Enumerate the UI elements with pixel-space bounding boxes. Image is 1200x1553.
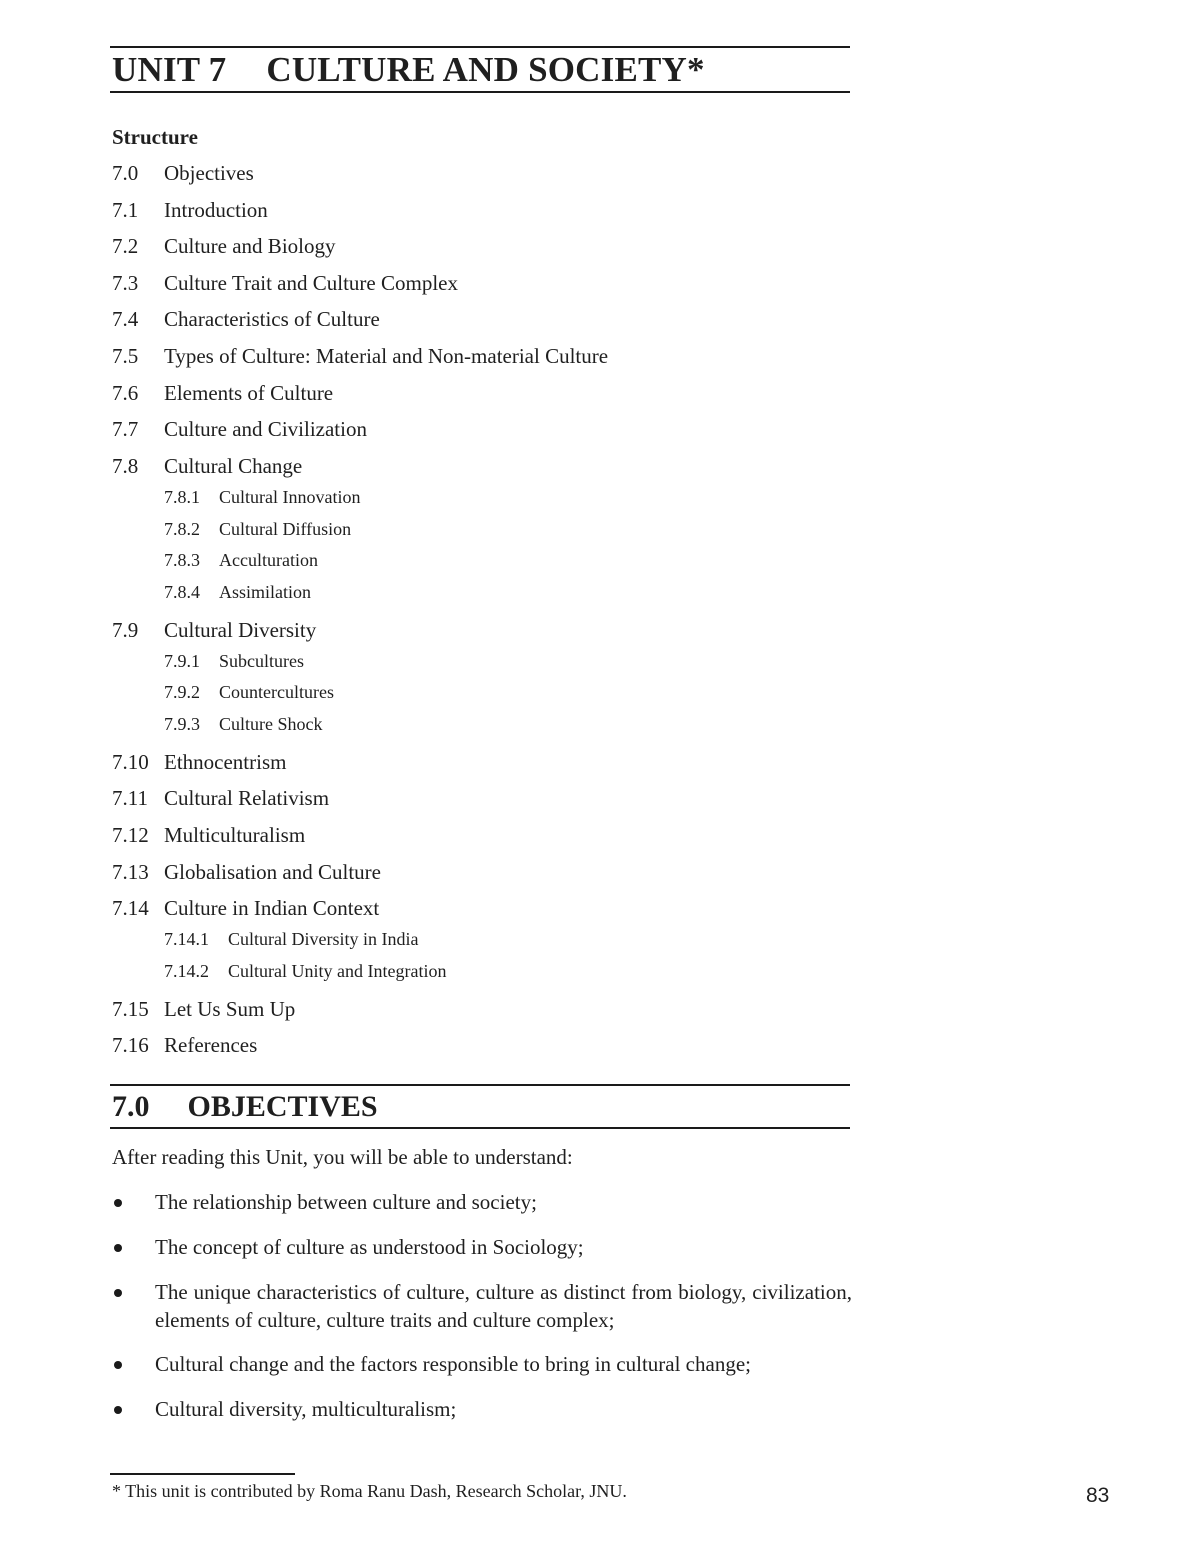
section-top-rule <box>110 1084 850 1086</box>
footnote: * This unit is contributed by Roma Ranu Dash, Research Scholar, JNU. <box>112 1481 627 1501</box>
toc-subitem <box>164 579 311 605</box>
title-underline <box>110 91 850 93</box>
toc-number: 7.0 <box>112 161 139 185</box>
toc-number: 7.4 <box>112 307 139 332</box>
objective-text: Cultural diversity, multiculturalism; <box>155 1397 457 1421</box>
footnote-rule <box>110 1473 295 1475</box>
toc-item <box>112 158 254 188</box>
toc-number: 7.12 <box>112 822 149 847</box>
unit-number: UNIT 7 <box>112 50 227 89</box>
page-number: 83 <box>1086 1484 1110 1507</box>
objective-item <box>112 1395 852 1423</box>
toc-label: Introduction <box>164 197 268 222</box>
section-heading: OBJECTIVES <box>187 1090 378 1123</box>
bullet-icon <box>114 1289 122 1297</box>
toc-number: 7.9 <box>112 617 139 642</box>
objective-item <box>112 1278 852 1334</box>
toc-item <box>112 304 380 334</box>
toc-number: 7.1 <box>112 197 139 222</box>
bullet-icon <box>114 1361 122 1369</box>
toc-item <box>112 195 268 225</box>
toc-label: Culture and Biology <box>164 234 336 259</box>
toc-label: References <box>164 1033 258 1058</box>
toc-label: Cultural Diffusion <box>219 518 352 539</box>
section-bottom-rule <box>110 1127 850 1129</box>
toc-label: Let Us Sum Up <box>164 996 296 1021</box>
toc-number: 7.14 <box>112 896 149 921</box>
toc-label: Countercultures <box>219 682 334 703</box>
toc-number: 7.8.1 <box>164 486 200 507</box>
bullet-icon <box>114 1244 122 1252</box>
toc-number: 7.8.3 <box>164 550 200 571</box>
toc-item <box>112 341 608 371</box>
toc-label: Cultural Relativism <box>164 786 330 811</box>
toc-label: Culture and Civilization <box>164 417 367 442</box>
toc-item <box>112 994 295 1024</box>
toc-label: Acculturation <box>219 550 318 571</box>
objective-item <box>112 1350 852 1378</box>
toc-item <box>112 747 286 777</box>
unit-title <box>112 50 705 90</box>
toc-item <box>112 1030 257 1060</box>
structure-heading: Structure <box>112 125 198 149</box>
toc-number: 7.3 <box>112 270 139 295</box>
bullet-icon <box>114 1199 122 1207</box>
toc-number: 7.14.1 <box>164 929 209 950</box>
toc-label: Ethnocentrism <box>164 749 287 774</box>
toc-label: Subcultures <box>219 650 304 671</box>
toc-number: 7.13 <box>112 859 149 884</box>
toc-subitem <box>164 926 418 952</box>
toc-number: 7.9.1 <box>164 650 200 671</box>
toc-number: 7.11 <box>112 786 148 811</box>
toc-label: Cultural Innovation <box>219 486 361 507</box>
toc-subitem <box>164 516 351 542</box>
toc-number: 7.8.2 <box>164 518 200 539</box>
objective-text: Cultural change and the factors responsible to bring in cultural change; <box>155 1352 751 1376</box>
toc-label: Multiculturalism <box>164 822 306 847</box>
toc-number: 7.16 <box>112 1033 149 1058</box>
toc-item <box>112 615 316 645</box>
toc-label: Cultural Change <box>164 453 303 478</box>
toc-number: 7.14.2 <box>164 960 209 981</box>
section-title <box>112 1090 378 1124</box>
section-number: 7.0 <box>112 1090 150 1123</box>
toc-item <box>112 893 379 923</box>
toc-number: 7.9.2 <box>164 682 200 703</box>
toc-item <box>112 378 333 408</box>
toc-number: 7.5 <box>112 344 139 368</box>
toc-number: 7.2 <box>112 234 139 259</box>
toc-number: 7.7 <box>112 417 139 442</box>
toc-subitem <box>164 679 334 705</box>
toc-label: Cultural Diversity <box>164 617 317 642</box>
toc-item <box>112 231 336 261</box>
objective-text: The relationship between culture and society; <box>155 1190 537 1214</box>
toc-label: Culture Shock <box>219 714 323 734</box>
toc-number: 7.9.3 <box>164 714 200 734</box>
objective-text: The concept of culture as understood in Sociology; <box>155 1235 584 1259</box>
toc-label: Types of Culture: Material and Non-material Culture <box>164 344 609 368</box>
objective-item <box>112 1233 852 1261</box>
toc-subitem <box>164 484 360 510</box>
toc-label: Culture in Indian Context <box>164 896 380 921</box>
toc-number: 7.8.4 <box>164 581 200 602</box>
toc-number: 7.15 <box>112 996 149 1021</box>
bullet-icon <box>114 1406 122 1414</box>
toc-label: Characteristics of Culture <box>164 307 380 332</box>
toc-item <box>112 783 329 813</box>
unit-heading: CULTURE AND SOCIETY* <box>266 50 705 89</box>
objectives-intro: After reading this Unit, you will be able to understand: <box>112 1145 573 1169</box>
toc-subitem <box>164 711 323 737</box>
toc-label: Assimilation <box>219 581 312 602</box>
toc-label: Objectives <box>164 161 254 185</box>
objective-text: The unique characteristics of culture, culture as distinct from biology, civilization, elements of culture, culture traits and culture complex; <box>155 1280 852 1332</box>
toc-item <box>112 451 302 481</box>
toc-number: 7.8 <box>112 453 139 478</box>
toc-item <box>112 268 458 298</box>
toc-label: Culture Trait and Culture Complex <box>164 270 458 295</box>
toc-item <box>112 414 367 444</box>
toc-label: Cultural Diversity in India <box>228 929 419 950</box>
toc-label: Cultural Unity and Integration <box>228 960 447 981</box>
toc-label: Globalisation and Culture <box>164 859 381 884</box>
toc-subitem <box>164 958 446 984</box>
toc-label: Elements of Culture <box>164 380 334 405</box>
toc-number: 7.10 <box>112 749 149 774</box>
objective-item <box>112 1188 852 1216</box>
toc-item <box>112 820 305 850</box>
toc-item <box>112 857 381 887</box>
toc-subitem <box>164 648 304 674</box>
toc-number: 7.6 <box>112 380 139 405</box>
toc-subitem <box>164 547 318 573</box>
top-rule <box>110 46 850 48</box>
